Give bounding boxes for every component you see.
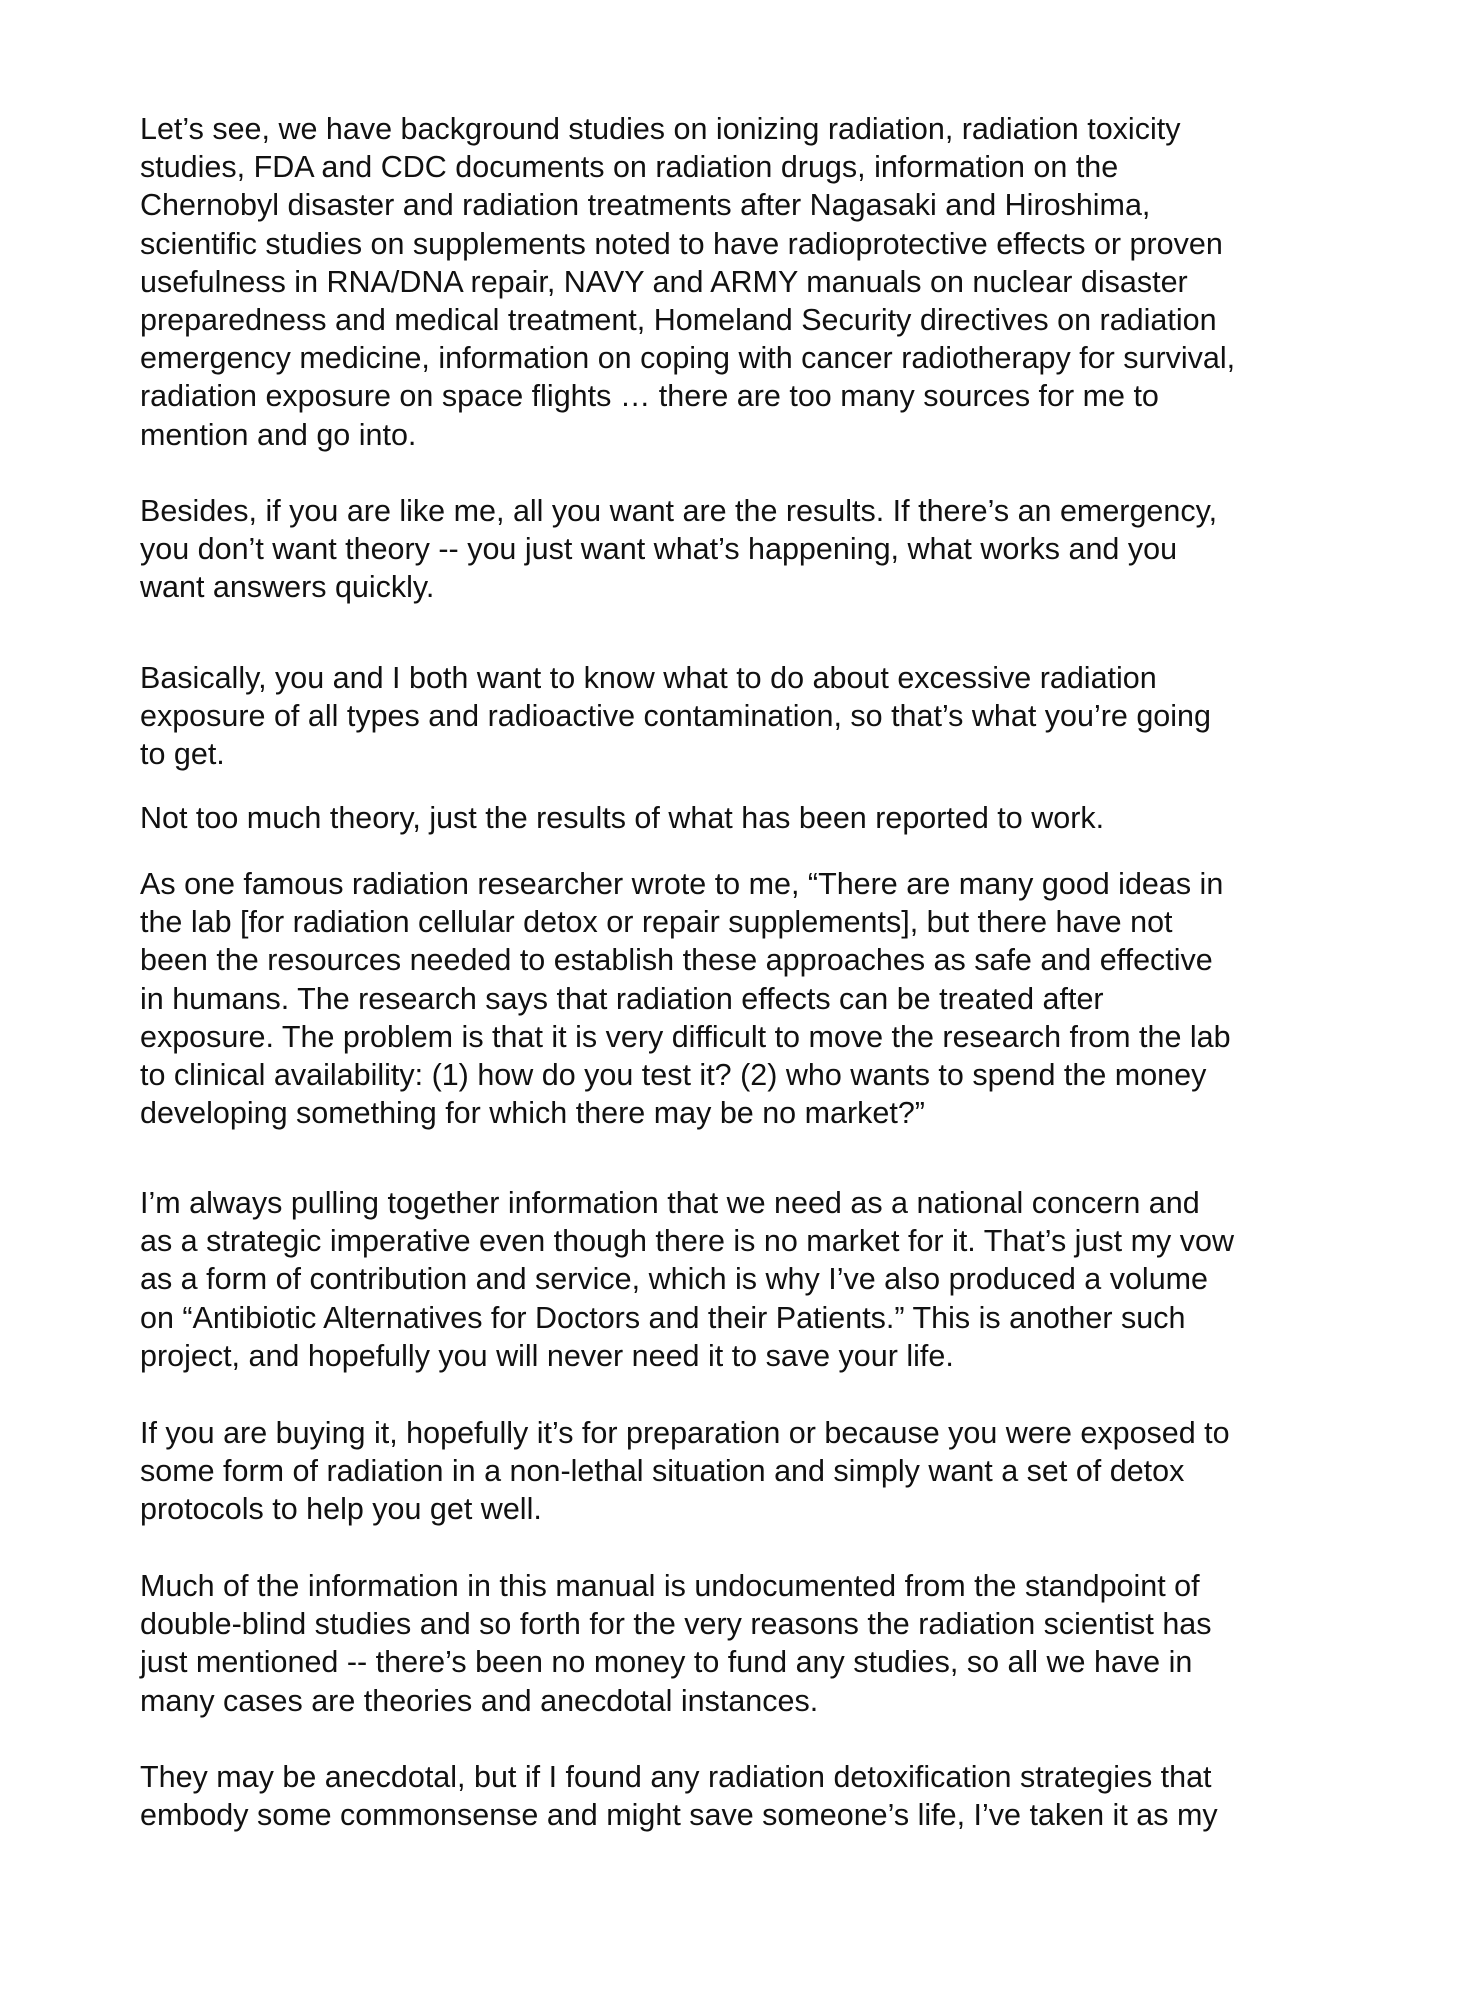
text-line: Let’s see, we have background studies on ionizing radiation, radiation toxicity	[140, 112, 1181, 146]
text-line: They may be anecdotal, but if I found any radiation detoxification strategies that	[140, 1760, 1212, 1794]
paragraph-undocumented	[140, 1567, 1345, 1720]
text-line: radiation exposure on space flights … there are too many sources for me to	[140, 379, 1159, 414]
text-line: exposure of all types and radioactive contamination, so that’s what you’re going	[140, 699, 1211, 734]
text-line: the lab [for radiation cellular detox or repair supplements], but there have not	[140, 905, 1173, 940]
paragraph-anecdotal	[140, 1758, 1345, 1834]
text-line: want answers quickly.	[140, 570, 435, 605]
text-line: in humans. The research says that radiation effects can be treated after	[140, 981, 1104, 1016]
paragraph-information	[140, 1184, 1345, 1375]
text-line: double-blind studies and so forth for the very reasons the radiation scientist has	[140, 1607, 1212, 1642]
text-line: If you are buying it, hopefully it’s for preparation or because you were exposed to	[140, 1416, 1230, 1450]
text-line: some form of radiation in a non-lethal situation and simply want a set of detox	[140, 1454, 1185, 1489]
text-line: scientific studies on supplements noted to have radioprotective effects or proven	[140, 226, 1223, 261]
text-line: usefulness in RNA/DNA repair, NAVY and ARMY manuals on nuclear disaster	[140, 264, 1188, 299]
text-line: as a strategic imperative even though there is no market for it. That’s just my vow	[140, 1224, 1234, 1259]
text-line: exposure. The problem is that it is very difficult to move the research from the lab	[140, 1019, 1231, 1054]
paragraph-basically	[140, 659, 1345, 774]
text-line: Much of the information in this manual is undocumented from the standpoint of	[140, 1569, 1200, 1603]
text-line: as a form of contribution and service, which is why I’ve also produced a volume	[140, 1262, 1209, 1297]
text-line: just mentioned -- there’s been no money to fund any studies, so all we have in	[140, 1645, 1193, 1680]
text-line: Chernobyl disaster and radiation treatments after Nagasaki and Hiroshima,	[140, 188, 1151, 223]
paragraph-theory	[140, 799, 1345, 837]
text-line: many cases are theories and anecdotal instances.	[140, 1683, 819, 1718]
paragraph-buying	[140, 1414, 1345, 1529]
text-line: Besides, if you are like me, all you want are the results. If there’s an emergency,	[140, 494, 1218, 528]
paragraph-quote	[140, 865, 1345, 1132]
text-line: Not too much theory, just the results of what has been reported to work.	[140, 801, 1105, 835]
text-line: to clinical availability: (1) how do you test it? (2) who wants to spend the money	[140, 1058, 1207, 1093]
text-line: been the resources needed to establish these approaches as safe and effective	[140, 943, 1213, 978]
text-line: on “Antibiotic Alternatives for Doctors and their Patients.” This is another such	[140, 1300, 1186, 1335]
text-line: preparedness and medical treatment, Homeland Security directives on radiation	[140, 303, 1217, 338]
text-line: I’m always pulling together information that we need as a national concern and	[140, 1186, 1200, 1220]
text-line: project, and hopefully you will never need it to save your life.	[140, 1338, 954, 1373]
text-line: mention and go into.	[140, 417, 417, 452]
text-line: embody some commonsense and might save someone’s life, I’ve taken it as my	[140, 1798, 1218, 1833]
paragraph-results	[140, 492, 1345, 607]
text-line: Basically, you and I both want to know what to do about excessive radiation	[140, 661, 1157, 695]
paragraph-sources	[140, 110, 1345, 454]
text-line: studies, FDA and CDC documents on radiation drugs, information on the	[140, 150, 1119, 185]
text-line: emergency medicine, information on coping with cancer radiotherapy for survival,	[140, 341, 1236, 376]
text-line: developing something for which there may be no market?”	[140, 1096, 925, 1131]
text-line: you don’t want theory -- you just want what’s happening, what works and you	[140, 532, 1178, 567]
text-line: As one famous radiation researcher wrote to me, “There are many good ideas in	[140, 867, 1224, 901]
text-line: to get.	[140, 737, 225, 772]
text-line: protocols to help you get well.	[140, 1492, 542, 1527]
